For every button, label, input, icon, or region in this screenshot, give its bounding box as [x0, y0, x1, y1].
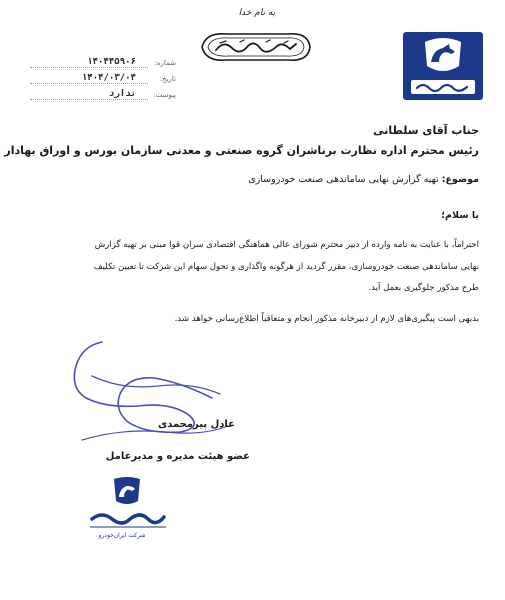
- subject-line: [248, 174, 479, 185]
- meta-attachment-row: [26, 89, 176, 105]
- ministry-emblem-logo: [196, 28, 316, 66]
- meta-date-label: تاریخ:: [159, 75, 176, 83]
- subject-label: موضوع:: [441, 174, 479, 185]
- letter-metadata: [26, 57, 176, 105]
- bismillah: به نام خدا: [238, 8, 276, 18]
- recipient-name: جناب آقای سلطانی: [373, 124, 479, 137]
- greeting: با سلام؛: [441, 210, 479, 221]
- meta-number-row: [26, 57, 176, 73]
- meta-attachment-value: ندارد: [108, 89, 136, 99]
- recipient-title: رئیس محترم اداره نظارت برناشران گروه صنعتی و معدنی سازمان بورس و اوراق بهادار: [4, 144, 479, 157]
- body-paragraph-line: احتراماً، با عنایت به نامه وارده از دبیر محترم شورای عالی هماهنگی اقتصادی سران قوا مبنی بر تهیه گزارش: [94, 240, 479, 250]
- stamp-company-name: شرکت ایران‌خودرو: [98, 532, 146, 539]
- company-stamp-logo: [82, 475, 172, 565]
- iran-khodro-logo: [403, 32, 483, 100]
- closing-paragraph: بدیهی است پیگیری‌های لازم از دبیرخانه مذکور انجام و متعاقباً اطلاع‌رسانی خواهد شد.: [174, 314, 479, 324]
- meta-number-label: شماره:: [154, 59, 176, 67]
- body-paragraph-line: طرح مذکور جلوگیری بعمل آید.: [368, 283, 479, 293]
- handwritten-signature: [62, 336, 232, 456]
- meta-divider: [30, 99, 148, 100]
- meta-divider: [30, 67, 148, 68]
- meta-attachment-label: پیوست:: [153, 91, 176, 99]
- signer-name: عادل پیرمحمدی: [158, 419, 235, 430]
- signer-title: عضو هیئت مدیره و مدیرعامل: [105, 451, 250, 462]
- meta-divider: [30, 83, 148, 84]
- meta-number-value: ۱۴۰۴۴۵۹۰۶: [87, 57, 136, 67]
- subject-text: تهیه گزارش نهایی ساماندهی صنعت خودروسازی: [248, 174, 439, 185]
- meta-date-row: [26, 73, 176, 89]
- meta-date-value: ۱۴۰۴/۰۳/۰۴: [81, 73, 136, 83]
- body-paragraph-line: نهایی ساماندهی صنعت خودروسازی، مقرر گردید از هرگونه واگذاری و تحول سهام این شرکت تا تعیین تکلیف: [93, 262, 479, 272]
